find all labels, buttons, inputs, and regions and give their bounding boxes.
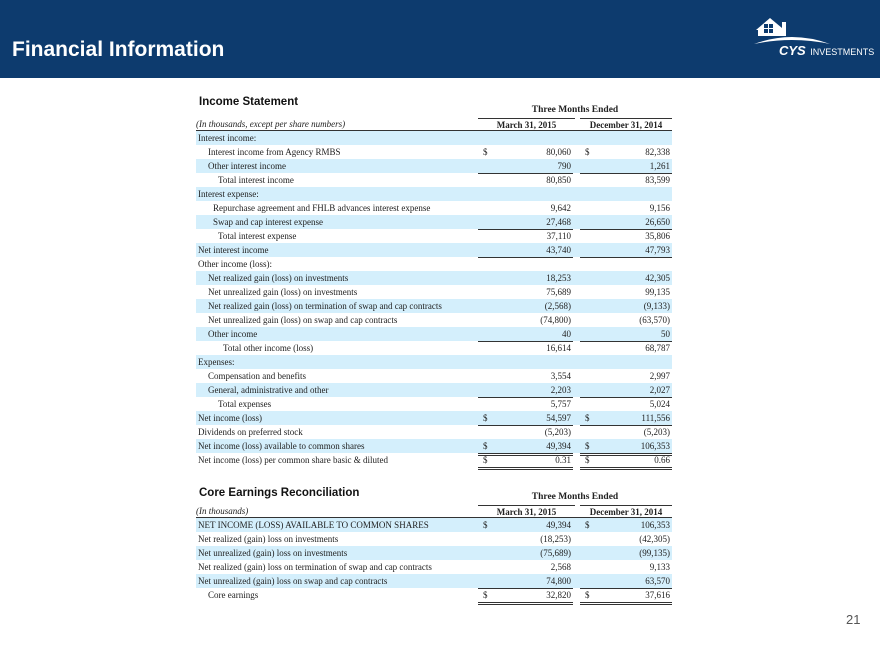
- value-dec-2014: 106,353: [640, 520, 670, 530]
- header-bar: [0, 0, 880, 78]
- value-mar-2015: 0.31: [478, 453, 573, 470]
- row-label: Dividends on preferred stock: [198, 427, 303, 437]
- page-number: 21: [846, 612, 861, 627]
- core-earnings-rows: [196, 518, 672, 602]
- row-label: NET INCOME (LOSS) AVAILABLE TO COMMON SHARES: [198, 520, 429, 530]
- table-row: [196, 159, 672, 173]
- row-label: Swap and cap interest expense: [213, 217, 323, 227]
- table-row: [196, 131, 672, 145]
- row-label: Other income: [208, 329, 258, 339]
- row-label: Net realized gain (loss) on investments: [208, 273, 349, 283]
- table-row: [196, 201, 672, 215]
- value-mar-2015: 49,394: [478, 439, 573, 456]
- value-mar-2015: (75,689): [540, 548, 571, 558]
- value-mar-2015: 40: [478, 327, 573, 342]
- dollar-sign: $: [585, 455, 590, 465]
- value-mar-2015: 27,468: [478, 215, 573, 230]
- dollar-sign: $: [585, 590, 590, 600]
- table-row: [196, 243, 672, 257]
- row-label: Other income (loss):: [198, 259, 272, 269]
- value-dec-2014: 82,338: [645, 147, 670, 157]
- value-dec-2014: 37,616: [580, 588, 672, 605]
- dollar-sign: $: [483, 455, 488, 465]
- table-row: [196, 397, 672, 411]
- value-dec-2014: 111,556: [580, 411, 672, 426]
- value-dec-2014: 26,650: [580, 215, 672, 230]
- value-mar-2015: 3,554: [550, 371, 571, 381]
- value-mar-2015: 9,642: [550, 203, 571, 213]
- value-dec-2014: 5,024: [580, 397, 672, 412]
- table-row: [196, 425, 672, 439]
- dollar-sign: $: [483, 147, 488, 157]
- table-row: [196, 187, 672, 201]
- row-label: Net unrealized (gain) loss on investments: [198, 548, 348, 558]
- value-mar-2015: 790: [478, 159, 573, 174]
- table-row: [196, 215, 672, 229]
- value-dec-2014: 0.66: [580, 453, 672, 470]
- value-dec-2014: 47,793: [580, 243, 672, 258]
- table-row: [196, 313, 672, 327]
- table-row: [196, 546, 672, 560]
- value-dec-2014: (42,305): [639, 534, 670, 544]
- value-dec-2014: 1,261: [580, 159, 672, 174]
- value-mar-2015: (5,203): [478, 425, 573, 440]
- table-row: [196, 518, 672, 532]
- dollar-sign: $: [585, 413, 590, 423]
- value-dec-2014: 50: [580, 327, 672, 342]
- row-label: Interest income from Agency RMBS: [208, 147, 341, 157]
- row-label: Net realized (gain) loss on termination of swap and cap contracts: [198, 562, 432, 572]
- value-mar-2015: 80,060: [546, 147, 571, 157]
- logo-text-cys: CYS: [779, 43, 806, 58]
- value-dec-2014: 83,599: [645, 175, 670, 185]
- column-header-mar-2015: March 31, 2015: [478, 118, 575, 132]
- table-row: [196, 299, 672, 313]
- table-row: [196, 285, 672, 299]
- value-mar-2015: (74,800): [540, 315, 571, 325]
- row-label: Compensation and benefits: [208, 371, 306, 381]
- value-dec-2014: 2,027: [580, 383, 672, 398]
- period-header: Three Months Ended: [531, 492, 619, 502]
- column-header-row: [196, 504, 672, 518]
- value-dec-2014: 9,133: [649, 562, 670, 572]
- row-label: Total other income (loss): [223, 343, 314, 353]
- value-mar-2015: 80,850: [546, 175, 571, 185]
- row-label: Net interest income: [198, 245, 269, 255]
- row-label: Total interest expense: [218, 231, 297, 241]
- value-mar-2015: 49,394: [546, 520, 571, 530]
- table-row: [196, 145, 672, 159]
- value-mar-2015: (18,253): [540, 534, 571, 544]
- income-statement-table: [196, 105, 672, 467]
- row-label: Net unrealized gain (loss) on investments: [208, 287, 358, 297]
- value-dec-2014: 99,135: [645, 287, 670, 297]
- row-label: Net income (loss): [198, 413, 262, 423]
- row-label: Total interest income: [218, 175, 294, 185]
- row-label: Net income (loss) available to common shares: [198, 441, 365, 451]
- page-title: Financial Information: [12, 38, 225, 61]
- row-label: Core earnings: [208, 590, 259, 600]
- table-row: [196, 355, 672, 369]
- value-mar-2015: 74,800: [478, 574, 573, 589]
- unit-note: (In thousands): [196, 506, 249, 516]
- table-row: [196, 369, 672, 383]
- value-mar-2015: 5,757: [478, 397, 573, 412]
- row-label: Net realized (gain) loss on investments: [198, 534, 339, 544]
- dollar-sign: $: [483, 590, 488, 600]
- row-label: Other interest income: [208, 161, 286, 171]
- value-mar-2015: 16,614: [478, 341, 573, 356]
- cys-logo: [752, 14, 875, 64]
- value-dec-2014: 2,997: [649, 371, 670, 381]
- row-label: Net unrealized gain (loss) on swap and cap contracts: [208, 315, 398, 325]
- unit-note: (In thousands, except per share numbers): [196, 119, 346, 129]
- value-dec-2014: (5,203): [580, 425, 672, 440]
- table-row: [196, 257, 672, 271]
- income-statement-title: Income Statement: [199, 96, 299, 108]
- table-row: [196, 341, 672, 355]
- dollar-sign: $: [585, 520, 590, 530]
- value-mar-2015: 2,203: [478, 383, 573, 398]
- table-row: [196, 271, 672, 285]
- value-dec-2014: (63,570): [639, 315, 670, 325]
- value-dec-2014: 35,806: [580, 229, 672, 244]
- dollar-sign: $: [483, 413, 488, 423]
- value-mar-2015: 54,597: [478, 411, 573, 426]
- value-dec-2014: 63,570: [580, 574, 672, 589]
- row-label: Total expenses: [218, 399, 272, 409]
- value-dec-2014: (99,135): [639, 548, 670, 558]
- value-dec-2014: 68,787: [580, 341, 672, 356]
- dollar-sign: $: [585, 441, 590, 451]
- value-mar-2015: 32,820: [478, 588, 573, 605]
- period-header: Three Months Ended: [531, 105, 619, 115]
- logo-text-investments: INVESTMENTS: [810, 47, 875, 57]
- dollar-sign: $: [483, 441, 488, 451]
- dollar-sign: $: [483, 520, 488, 530]
- table-row: [196, 532, 672, 546]
- dollar-sign: $: [585, 147, 590, 157]
- row-label: Net realized gain (loss) on termination of swap and cap contracts: [208, 301, 442, 311]
- value-mar-2015: 75,689: [546, 287, 571, 297]
- row-label: Net unrealized (gain) loss on swap and cap contracts: [198, 576, 388, 586]
- income-statement-rows: [196, 131, 672, 467]
- column-header-row: [196, 117, 672, 131]
- value-mar-2015: 18,253: [546, 273, 571, 283]
- row-label: Interest income:: [198, 133, 257, 143]
- row-label: Repurchase agreement and FHLB advances interest expense: [213, 203, 431, 213]
- core-earnings-title: Core Earnings Reconciliation: [199, 487, 360, 499]
- row-label: Net income (loss) per common share basic & diluted: [198, 455, 388, 465]
- table-row: [196, 173, 672, 187]
- table-row: [196, 327, 672, 341]
- row-label: Interest expense:: [198, 189, 259, 199]
- value-dec-2014: 106,353: [580, 439, 672, 456]
- row-label: Expenses:: [198, 357, 235, 367]
- value-dec-2014: 9,156: [649, 203, 670, 213]
- value-mar-2015: 43,740: [478, 243, 573, 258]
- table-row: [196, 383, 672, 397]
- value-mar-2015: 2,568: [550, 562, 571, 572]
- table-row: [196, 453, 672, 467]
- value-dec-2014: 42,305: [645, 273, 670, 283]
- table-row: [196, 560, 672, 574]
- table-row: [196, 411, 672, 425]
- column-header-mar-2015: March 31, 2015: [478, 505, 575, 519]
- table-row: [196, 439, 672, 453]
- core-earnings-table: [196, 492, 672, 602]
- value-mar-2015: 37,110: [478, 229, 573, 244]
- table-row: [196, 574, 672, 588]
- value-mar-2015: (2,568): [544, 301, 571, 311]
- value-dec-2014: (9,133): [643, 301, 670, 311]
- table-row: [196, 229, 672, 243]
- column-header-dec-2014: December 31, 2014: [580, 118, 672, 132]
- row-label: General, administrative and other: [208, 385, 329, 395]
- table-row: [196, 588, 672, 602]
- column-header-dec-2014: December 31, 2014: [580, 505, 672, 519]
